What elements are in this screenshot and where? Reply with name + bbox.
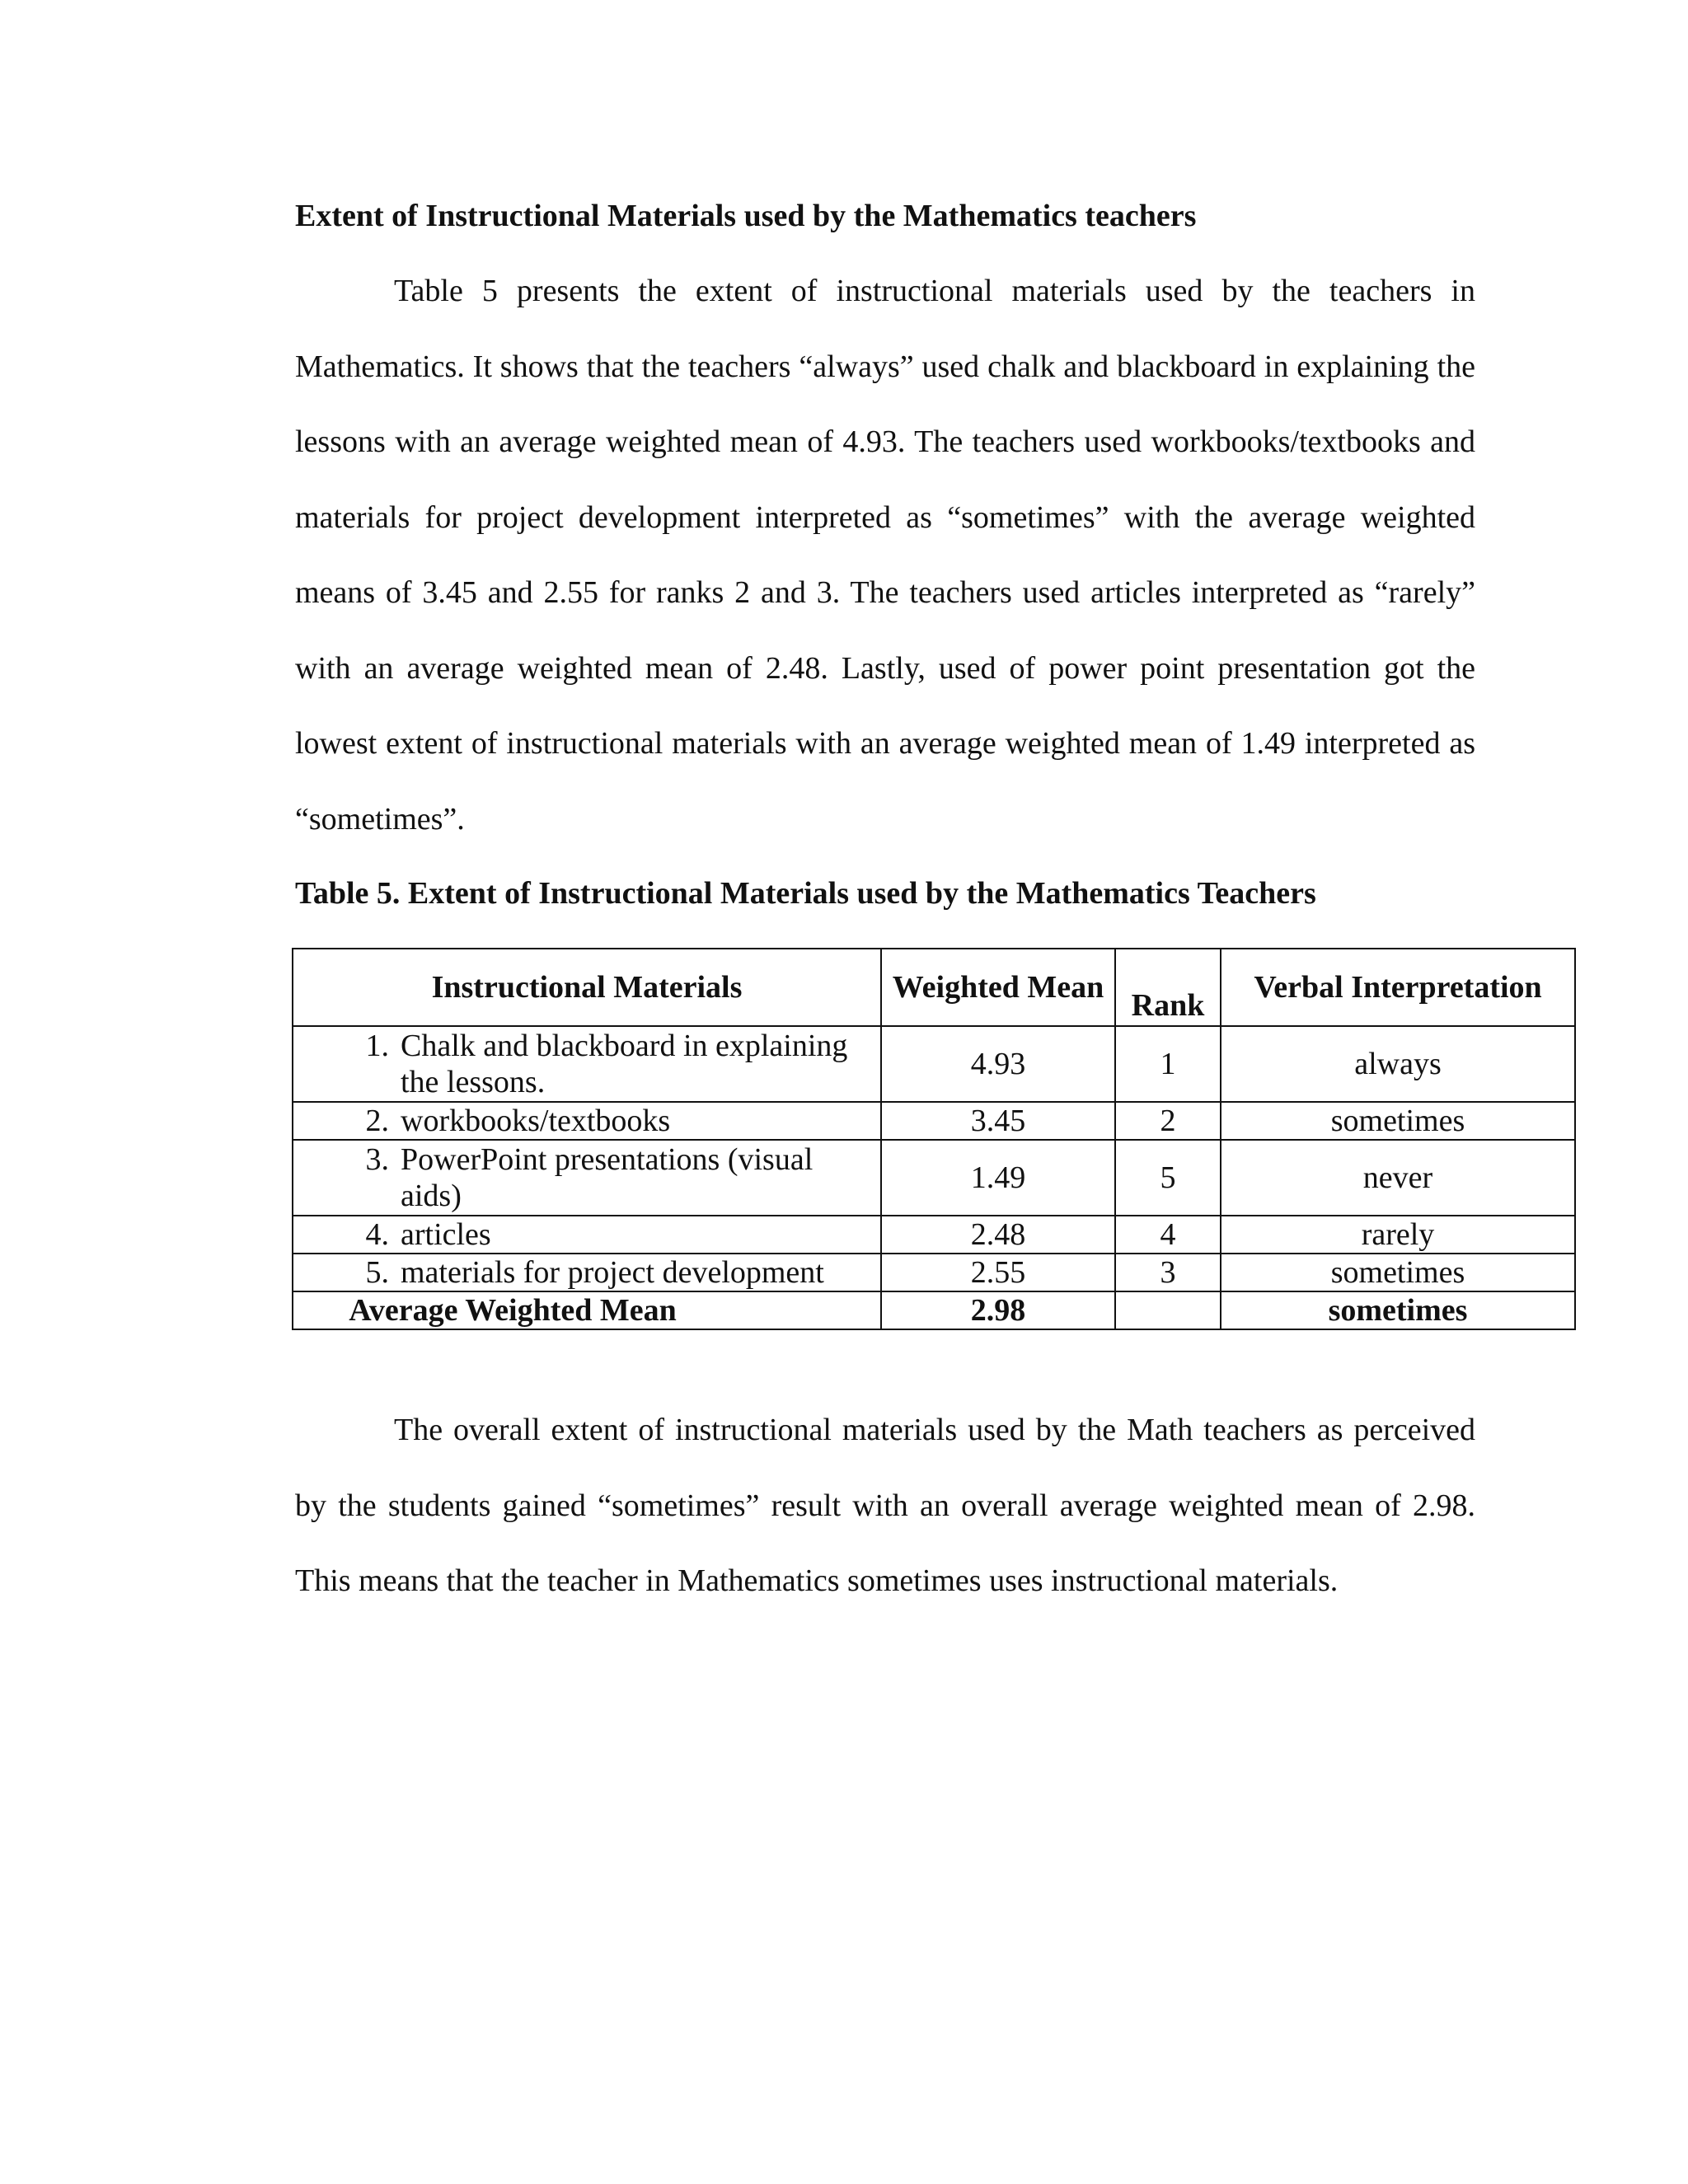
header-rank: Rank <box>1115 949 1221 1026</box>
material-name: articles <box>401 1217 491 1252</box>
table-row <box>293 1026 1575 1102</box>
material-cell <box>293 1026 881 1102</box>
intro-paragraph <box>295 254 1475 857</box>
rank-cell: 1 <box>1115 1026 1221 1102</box>
rank-cell: 5 <box>1115 1140 1221 1216</box>
item-number: 1. <box>365 1029 389 1063</box>
interpretation-cell: never <box>1221 1140 1575 1216</box>
interpretation-cell: sometimes <box>1221 1102 1575 1140</box>
material-name: PowerPoint presentations (visual aids) <box>401 1142 814 1213</box>
mean-cell: 2.55 <box>881 1254 1115 1291</box>
item-number: 3. <box>365 1142 389 1177</box>
item-number: 4. <box>365 1217 389 1252</box>
header-materials: Instructional Materials <box>293 949 881 1026</box>
total-label: Average Weighted Mean <box>293 1291 881 1329</box>
mean-cell: 1.49 <box>881 1140 1115 1216</box>
total-rank <box>1115 1291 1221 1329</box>
item-number: 2. <box>365 1104 389 1138</box>
intro-paragraph-text: Table 5 presents the extent of instructional materials used by the teachers in Mathematics. It shows that the teachers “always” used chalk and blackboard in explaining the lessons with an average weighted mean of 4.93. The teachers used workbooks/textbooks and materials for project development interpreted as “sometimes” with the average weighted means of 3.45 and 2.55 for ranks 2 and 3. The teachers used articles interpreted as “rarely” with an average weighted mean of 2.48. Lastly, used of power point presentation got the lowest extent of instructional materials with an average weighted mean of 1.49 interpreted as “sometimes”. <box>295 274 1475 837</box>
materials-table <box>292 948 1576 1330</box>
material-cell <box>293 1140 881 1216</box>
rank-cell: 3 <box>1115 1254 1221 1291</box>
material-cell <box>293 1216 881 1254</box>
table-caption: Table 5. Extent of Instructional Materials used by the Mathematics Teachers <box>295 876 1316 911</box>
table-row <box>293 1102 1575 1140</box>
material-name: workbooks/textbooks <box>401 1104 671 1138</box>
rank-cell: 2 <box>1115 1102 1221 1140</box>
material-name: Chalk and blackboard in explaining the lessons. <box>401 1029 848 1099</box>
interpretation-cell: sometimes <box>1221 1254 1575 1291</box>
table-row <box>293 1216 1575 1254</box>
interpretation-cell: always <box>1221 1026 1575 1102</box>
mean-cell: 3.45 <box>881 1102 1115 1140</box>
conclusion-paragraph <box>295 1393 1475 1619</box>
interpretation-cell: rarely <box>1221 1216 1575 1254</box>
material-cell <box>293 1102 881 1140</box>
total-row <box>293 1291 1575 1329</box>
table-header-row <box>293 949 1575 1026</box>
header-weighted-mean: Weighted Mean <box>881 949 1115 1026</box>
rank-cell: 4 <box>1115 1216 1221 1254</box>
table-row <box>293 1254 1575 1291</box>
material-cell <box>293 1254 881 1291</box>
item-number: 5. <box>365 1255 389 1290</box>
header-verbal-interpretation: Verbal Interpretation <box>1221 949 1575 1026</box>
table-row <box>293 1140 1575 1216</box>
section-heading: Extent of Instructional Materials used by the Mathematics teachers <box>295 199 1197 233</box>
total-interpretation: sometimes <box>1221 1291 1575 1329</box>
mean-cell: 4.93 <box>881 1026 1115 1102</box>
total-mean: 2.98 <box>881 1291 1115 1329</box>
mean-cell: 2.48 <box>881 1216 1115 1254</box>
conclusion-paragraph-text: The overall extent of instructional materials used by the Math teachers as perceived by the students gained “sometimes” result with an overall average weighted mean of 2.98. This means that the teacher in Mathematics sometimes uses instructional materials. <box>295 1413 1475 1598</box>
material-name: materials for project development <box>401 1255 824 1290</box>
